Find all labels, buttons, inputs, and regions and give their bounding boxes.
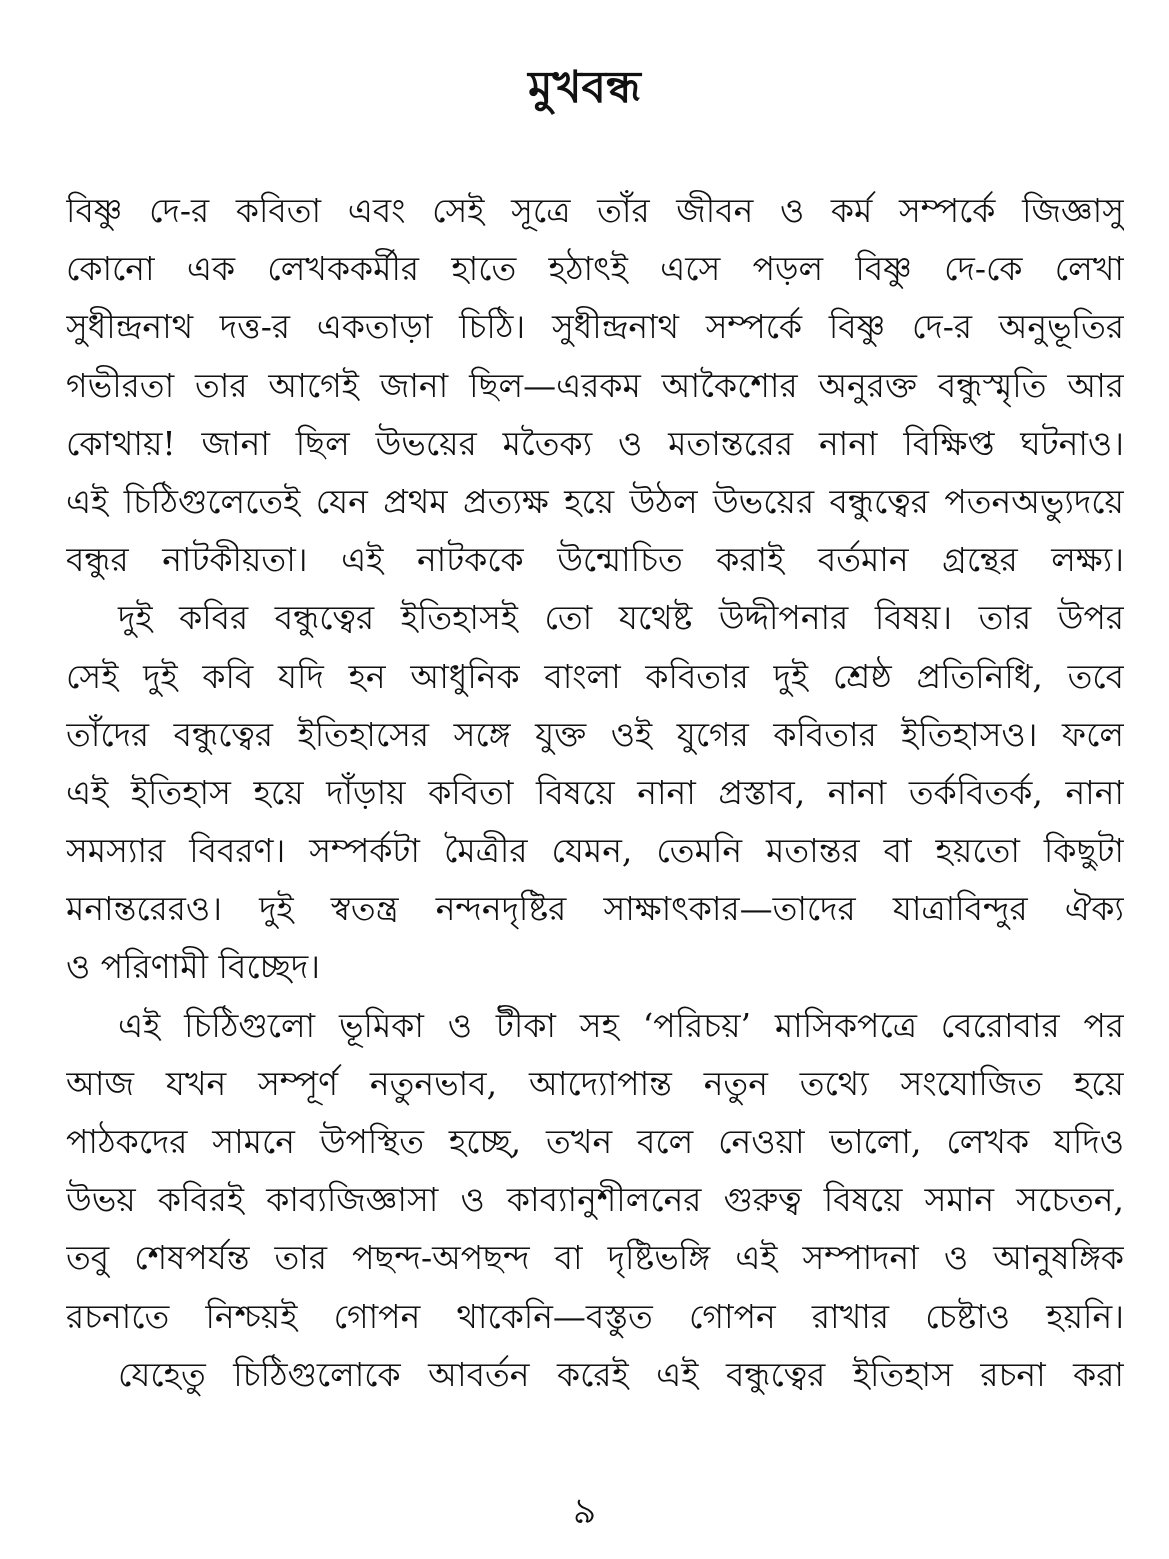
text-line: গভীরতা তার আগেই জানা ছিল—এরকম আকৈশোর অনুরক্ত বন্ধুস্মৃতি আর [66, 365, 1124, 405]
body-text [66, 182, 1124, 1404]
text-line: সেই দুই কবি যদি হন আধুনিক বাংলা কবিতার দুই শ্রেষ্ঠ প্রতিনিধি, তবে [66, 656, 1124, 696]
text-line: সুধীন্দ্রনাথ দত্ত-র একতাড়া চিঠি। সুধীন্দ্রনাথ সম্পর্কে বিষ্ণু দে-র অনুভূতির [66, 307, 1124, 347]
paragraph-first-line: এই চিঠিগুলো ভূমিকা ও টীকা সহ ‘পরিচয়’ মাসিকপত্রে বেরোবার পর [118, 1005, 1124, 1045]
text-line: বিষ্ণু দে-র কবিতা এবং সেই সূত্রে তাঁর জীবন ও কর্ম সম্পর্কে জিজ্ঞাসু [66, 191, 1124, 230]
page-number: ৯ [572, 1491, 597, 1532]
text-line: বন্ধুর নাটকীয়তা। এই নাটককে উন্মোচিত করাই বর্তমান গ্রন্থের লক্ষ্য। [66, 540, 1124, 580]
text-line: কোথায়! জানা ছিল উভয়ের মতৈক্য ও মতান্তরের নানা বিক্ষিপ্ত ঘটনাও। [66, 423, 1124, 463]
text-line: রচনাতে নিশ্চয়ই গোপন থাকেনি—বস্তুত গোপন রাখার চেষ্টাও হয়নি। [66, 1296, 1124, 1336]
paragraph-first-line: যেহেতু চিঠিগুলোকে আবর্তন করেই এই বন্ধুত্বের ইতিহাস রচনা করা [118, 1354, 1124, 1394]
text-line: মনান্তরেরও। দুই স্বতন্ত্র নন্দনদৃষ্টির সাক্ষাৎকার—তাদের যাত্রাবিন্দুর ঐক্য [66, 889, 1124, 929]
paragraph-last-line: ও পরিণামী বিচ্ছেদ। [66, 947, 320, 987]
text-line: সমস্যার বিবরণ। সম্পর্কটা মৈত্রীর যেমন, তেমনি মতান্তর বা হয়তো কিছুটা [66, 831, 1124, 871]
text-line: তাঁদের বন্ধুত্বের ইতিহাসের সঙ্গে যুক্ত ওই যুগের কবিতার ইতিহাসও। ফলে [66, 714, 1124, 754]
paragraph-first-line: দুই কবির বন্ধুত্বের ইতিহাসই তো যথেষ্ট উদ্দীপনার বিষয়। তার উপর [118, 598, 1124, 638]
text-line: এই চিঠিগুলেতেই যেন প্রথম প্রত্যক্ষ হয়ে উঠল উভয়ের বন্ধুত্বের পতনঅভ্যুদয়ে [66, 481, 1124, 521]
text-line: এই ইতিহাস হয়ে দাঁড়ায় কবিতা বিষয়ে নানা প্রস্তাব, নানা তর্কবিতর্ক, নানা [66, 772, 1124, 812]
text-line: উভয় কবিরই কাব্যজিজ্ঞাসা ও কাব্যানুশীলনের গুরুত্ব বিষয়ে সমান সচেতন, [66, 1180, 1124, 1220]
text-line: তবু শেষপর্যন্ত তার পছন্দ-অপছন্দ বা দৃষ্টিভঙ্গি এই সম্পাদনা ও আনুষঙ্গিক [66, 1238, 1124, 1278]
page-title: মুখবন্ধ [528, 62, 641, 113]
text-line: পাঠকদের সামনে উপস্থিত হচ্ছে, তখন বলে নেওয়া ভালো, লেখক যদিও [66, 1122, 1124, 1161]
text-line: আজ যখন সম্পূর্ণ নতুনভাব, আদ্যোপান্ত নতুন তথ্যে সংযোজিত হয়ে [66, 1063, 1124, 1103]
text-line: কোনো এক লেখককর্মীর হাতে হঠাৎই এসে পড়ল বিষ্ণু দে-কে লেখা [66, 249, 1124, 289]
